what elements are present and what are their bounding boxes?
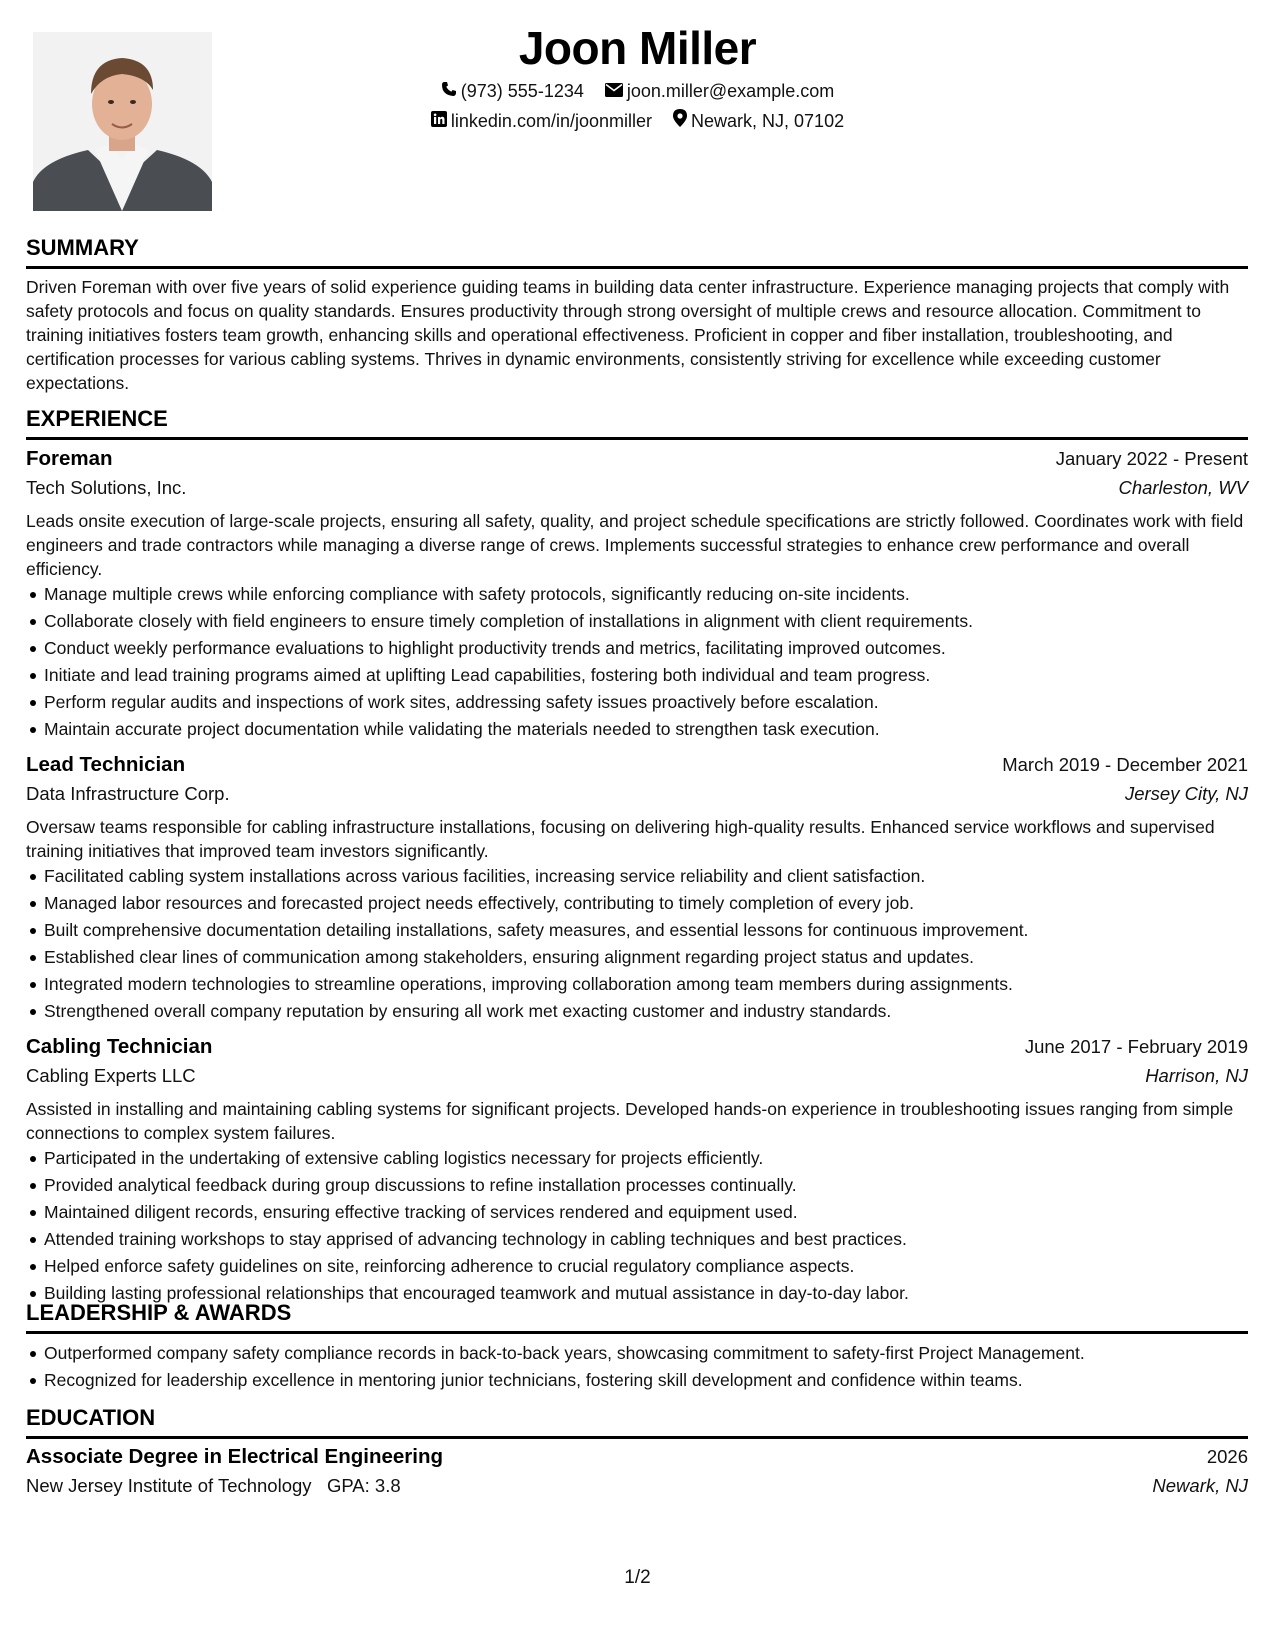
- bullet-item: Facilitated cabling system installations across various facilities, increasing service reliability and client satisfaction.: [44, 863, 1248, 890]
- summary-text: Driven Foreman with over five years of solid experience guiding teams in building data center infrastructure. Experience managing projects that comply with safety protocols and focus on quality standards. Ensures productivity through strong oversight of multiple crews and resource allocation. Commitment to training initiatives fosters team growth, enhancing skills and operational effectiveness. Proficient in copper and fiber installation, troubleshooting, and certification processes for various cabling systems. Thrives in dynamic environments, consistently striving for excellence while exceeding customer expectations.: [26, 277, 1230, 393]
- job-location: Harrison, NJ: [1145, 1065, 1248, 1086]
- bullet-item: Helped enforce safety guidelines on site, reinforcing adherence to crucial regulatory compliance aspects.: [44, 1253, 1248, 1280]
- contact-location: [673, 106, 844, 136]
- job-bullets: [26, 581, 1248, 743]
- job-company: Tech Solutions, Inc.: [26, 477, 187, 498]
- school-info: [26, 1475, 401, 1497]
- job-bullets: [26, 1145, 1248, 1307]
- linkedin-icon: [431, 106, 451, 136]
- email-text[interactable]: joon.miller@example.com: [626, 81, 835, 101]
- job-company: Cabling Experts LLC: [26, 1065, 196, 1086]
- phone-text: (973) 555-1234: [460, 81, 584, 101]
- job-entry: [26, 447, 1248, 743]
- job-description: Leads onsite execution of large-scale projects, ensuring all safety, quality, and project schedule specifications are strictly followed. Coordinates work with field engineers and trade contractors while managing a diverse range of crews. Implements successful strategies to enhance crew performance and overall efficiency.: [26, 511, 1244, 579]
- job-dates: January 2022 - Present: [1055, 448, 1248, 469]
- job-title: Lead Technician: [26, 753, 186, 776]
- job-dates: June 2017 - February 2019: [1024, 1036, 1248, 1057]
- bullet-item: Maintain accurate project documentation while validating the materials needed to strengthen task execution.: [44, 716, 1248, 743]
- bullet-item: Manage multiple crews while enforcing compliance with safety protocols, significantly reducing on-site incidents.: [44, 581, 1248, 608]
- job-location: Jersey City, NJ: [1124, 783, 1248, 804]
- job-description: Oversaw teams responsible for cabling infrastructure installations, focusing on delivering high-quality results. Enhanced service workflows and supervised training initiatives that improved team investors significantly.: [26, 817, 1215, 861]
- degree-title: Associate Degree in Electrical Engineering: [26, 1445, 443, 1468]
- section-title: EDUCATION: [26, 1405, 1248, 1439]
- location-text: Newark, NJ, 07102: [691, 111, 845, 131]
- leadership-bullets: [26, 1340, 1248, 1394]
- envelope-icon: [605, 76, 627, 106]
- page-number: 1/2: [624, 1567, 651, 1588]
- job-entry: [26, 1035, 1248, 1307]
- contact-linkedin[interactable]: [431, 106, 652, 136]
- contact-line-1: [0, 76, 1275, 106]
- education-location: Newark, NJ: [1152, 1475, 1248, 1496]
- bullet-item: Building lasting professional relationships that encouraged teamwork and mutual assistance in day-to-day labor.: [44, 1280, 1248, 1307]
- school-name: New Jersey Institute of Technology: [26, 1475, 312, 1496]
- candidate-name: Joon Miller: [518, 22, 757, 74]
- bullet-item: Strengthened overall company reputation by ensuring all work met exacting customer and industry standards.: [44, 998, 1248, 1025]
- gpa: GPA: 3.8: [326, 1475, 401, 1496]
- bullet-item: Provided analytical feedback during group discussions to refine installation processes continually.: [44, 1172, 1248, 1199]
- bullet-item: Initiate and lead training programs aimed at uplifting Lead capabilities, fostering both individual and team progress.: [44, 662, 1248, 689]
- linkedin-text[interactable]: linkedin.com/in/joonmiller: [450, 111, 652, 131]
- section-title: SUMMARY: [26, 235, 1248, 269]
- bullet-item: Built comprehensive documentation detailing installations, safety measures, and essential lessons for continuous improvement.: [44, 917, 1248, 944]
- education-year: 2026: [1206, 1446, 1248, 1467]
- job-location: Charleston, WV: [1118, 477, 1248, 498]
- job-description: Assisted in installing and maintaining cabling systems for significant projects. Developed hands-on experience in troubleshooting issues ranging from simple connections to complex system failures.: [26, 1099, 1234, 1143]
- job-entry: [26, 753, 1248, 1025]
- contact-email[interactable]: [605, 76, 834, 106]
- contact-phone: [441, 76, 584, 106]
- summary-section: [26, 235, 1248, 395]
- bullet-item: Outperformed company safety compliance records in back-to-back years, showcasing commitment to safety-first Project Management.: [44, 1340, 1248, 1367]
- resume-header: [0, 20, 1275, 136]
- bullet-item: Managed labor resources and forecasted project needs effectively, contributing to timely completion of every job.: [44, 890, 1248, 917]
- bullet-item: Perform regular audits and inspections of work sites, addressing safety issues proactively before escalation.: [44, 689, 1248, 716]
- bullet-item: Integrated modern technologies to streamline operations, improving collaboration among team members during assignments.: [44, 971, 1248, 998]
- bullet-item: Maintained diligent records, ensuring effective tracking of services rendered and equipment used.: [44, 1199, 1248, 1226]
- phone-icon: [441, 76, 461, 106]
- map-pin-icon: [673, 106, 691, 136]
- bullet-item: Established clear lines of communication among stakeholders, ensuring alignment regarding project status and updates.: [44, 944, 1248, 971]
- section-title: LEADERSHIP & AWARDS: [26, 1300, 1248, 1334]
- job-title: Cabling Technician: [26, 1035, 213, 1058]
- bullet-item: Recognized for leadership excellence in mentoring junior technicians, fostering skill development and confidence within teams.: [44, 1367, 1248, 1394]
- bullet-item: Participated in the undertaking of extensive cabling logistics necessary for projects efficiently.: [44, 1145, 1248, 1172]
- experience-section: [26, 406, 1248, 1307]
- bullet-item: Conduct weekly performance evaluations to highlight productivity trends and metrics, facilitating improved outcomes.: [44, 635, 1248, 662]
- job-title: Foreman: [26, 447, 113, 470]
- job-bullets: [26, 863, 1248, 1025]
- job-company: Data Infrastructure Corp.: [26, 783, 230, 804]
- contact-line-2: [0, 106, 1275, 136]
- bullet-item: Collaborate closely with field engineers to ensure timely completion of installations in alignment with client requirements.: [44, 608, 1248, 635]
- leadership-section: [26, 1300, 1248, 1394]
- job-dates: March 2019 - December 2021: [1002, 754, 1248, 775]
- bullet-item: Attended training workshops to stay apprised of advancing technology in cabling techniques and best practices.: [44, 1226, 1248, 1253]
- section-title: EXPERIENCE: [26, 406, 1248, 440]
- education-section: [26, 1405, 1248, 1497]
